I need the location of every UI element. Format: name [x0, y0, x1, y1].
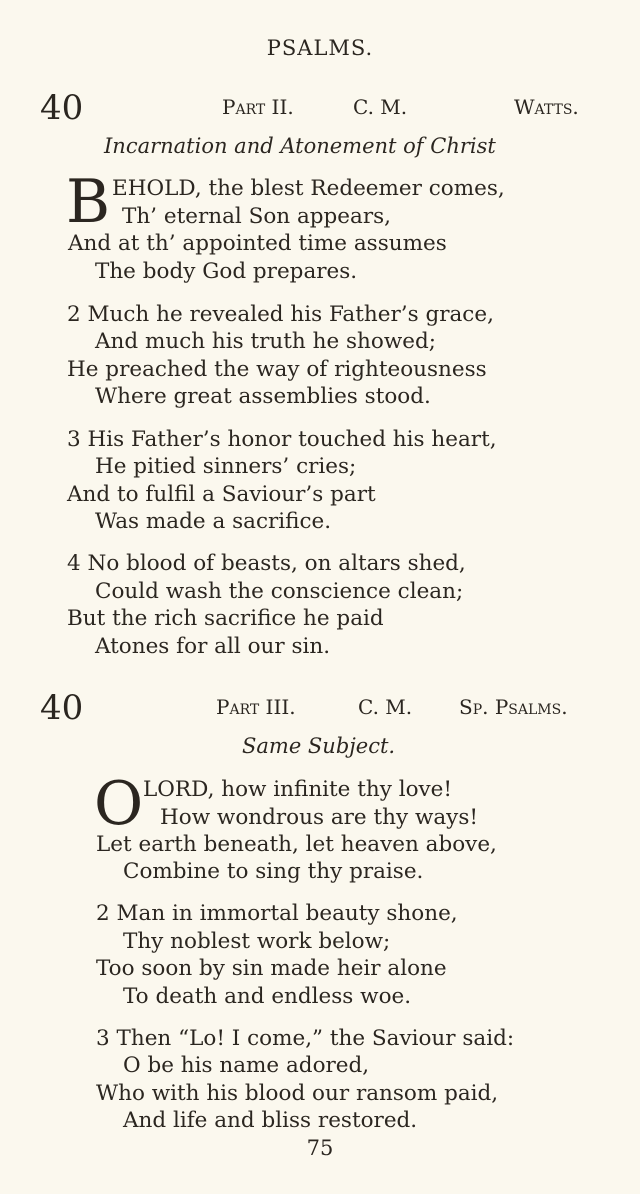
running-head: PSALMS. [266, 36, 374, 60]
verse-line: Where great assemblies stood. [95, 384, 431, 409]
page-number: 75 [306, 1136, 334, 1160]
verse-line: How wondrous are thy ways! [160, 805, 478, 830]
verse-line: He pitied sinners’ cries; [95, 454, 357, 479]
drop-cap: B [66, 167, 111, 237]
verse-line: And to fulfil a Saviour’s part [67, 482, 376, 507]
verse-line: 4 No blood of beasts, on altars shed, [67, 551, 466, 576]
verse-line: Who with his blood our ransom paid, [96, 1081, 499, 1106]
verse-line: Combine to sing thy praise. [123, 859, 424, 884]
first-line: EHOLD, the blest Redeemer comes, [112, 176, 505, 201]
hymn-part: Part II. [222, 95, 294, 119]
verse-line: And much his truth he showed; [95, 329, 436, 354]
verse-line: Thy noblest work below; [123, 929, 391, 954]
hymn-meter: C. M. [353, 95, 408, 119]
verse-line: The body God prepares. [95, 259, 358, 284]
verse-line: But the rich sacrifice he paid [67, 606, 384, 631]
verse-line: Th’ eternal Son appears, [122, 204, 391, 229]
hymn-part: Part III. [216, 695, 296, 719]
verse-line: Atones for all our sin. [95, 634, 331, 659]
verse-line: Was made a sacrifice. [95, 509, 332, 534]
hymn-title: Same Subject. [242, 734, 396, 758]
verse-line: Too soon by sin made heir alone [96, 956, 447, 981]
verse-line: 3 Then “Lo! I come,” the Saviour said: [96, 1026, 515, 1051]
verse-line: Could wash the conscience clean; [95, 579, 464, 604]
verse-line: 3 His Father’s honor touched his heart, [67, 427, 497, 452]
verse-line: 2 Man in immortal beauty shone, [96, 901, 458, 926]
verse-line: And at th’ appointed time assumes [68, 231, 447, 256]
verse-line: To death and endless woe. [123, 984, 412, 1009]
verse-line: He preached the way of righteousness [67, 357, 487, 382]
drop-cap: O [94, 769, 144, 839]
first-line: LORD, how infinite thy love! [143, 777, 453, 802]
hymn-source: Watts. [514, 95, 579, 119]
verse-line: O be his name adored, [123, 1053, 370, 1078]
verse-line: Let earth beneath, let heaven above, [96, 832, 497, 857]
hymn-meter: C. M. [358, 695, 413, 719]
hymn-number: 40 [40, 88, 84, 128]
verse-line: And life and bliss restored. [123, 1108, 418, 1133]
verse-line: 2 Much he revealed his Father’s grace, [67, 302, 494, 327]
hymn-number: 40 [40, 688, 84, 728]
hymn-source: Sp. Psalms. [459, 695, 568, 719]
hymn-title: Incarnation and Atonement of Christ [104, 134, 496, 158]
